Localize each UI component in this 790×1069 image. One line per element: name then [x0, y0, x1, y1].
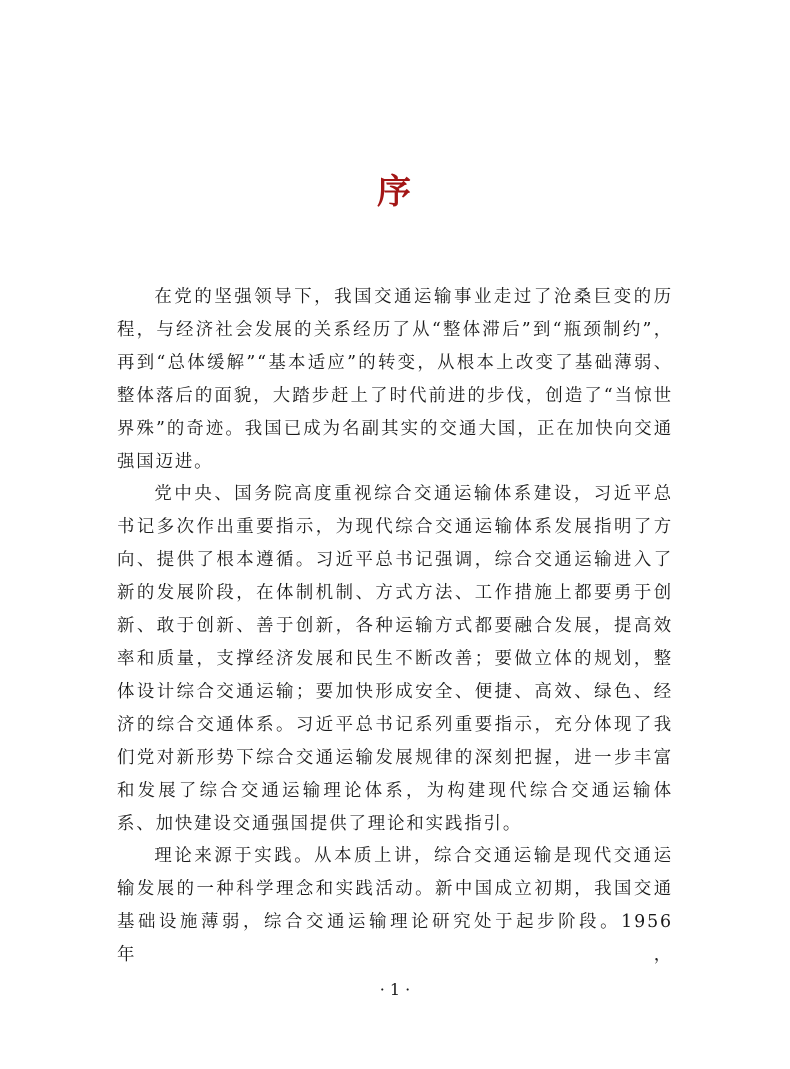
page-number: · 1 · [379, 980, 411, 999]
page-title: 序 [377, 172, 413, 212]
paragraph-3: 理论来源于实践。从本质上讲，综合交通运输是现代交通运输发展的一种科学理念和实践活动。新中国成立初期，我国交通基础设施薄弱，综合交通运输理论研究处于起步阶段。1956 年， [117, 846, 673, 966]
body-text [117, 281, 673, 972]
paragraph-1: 在党的坚强领导下，我国交通运输事业走过了沧桑巨变的历程，与经济社会发展的关系经历了从“整体滞后”到“瓶颈制约”，再到“总体缓解”“基本适应”的转变，从根本上改变了基础薄弱、整体落后的面貌，大踏步赶上了时代前进的步伐，创造了“当惊世界殊”的奇迹。我国已成为名副其实的交通大国，正在加快向交通强国迈进。 [117, 287, 673, 472]
paragraph-2: 党中央、国务院高度重视综合交通运输体系建设，习近平总书记多次作出重要指示，为现代综合交通运输体系发展指明了方向、提供了根本遵循。习近平总书记强调，综合交通运输进入了新的发展阶段，在体制机制、方式方法、工作措施上都要勇于创新、敢于创新、善于创新，各种运输方式都要融合发展，提高效率和质量，支撑经济发展和民生不断改善；要做立体的规划，整体设计综合交通运输；要加快形成安全、便捷、高效、绿色、经济的综合交通体系。习近平总书记系列重要指示，充分体现了我们党对新形势下综合交通运输发展规律的深刻把握，进一步丰富和发展了综合交通运输理论体系，为构建现代综合交通运输体系、加快建设交通强国提供了理论和实践指引。 [117, 484, 673, 834]
